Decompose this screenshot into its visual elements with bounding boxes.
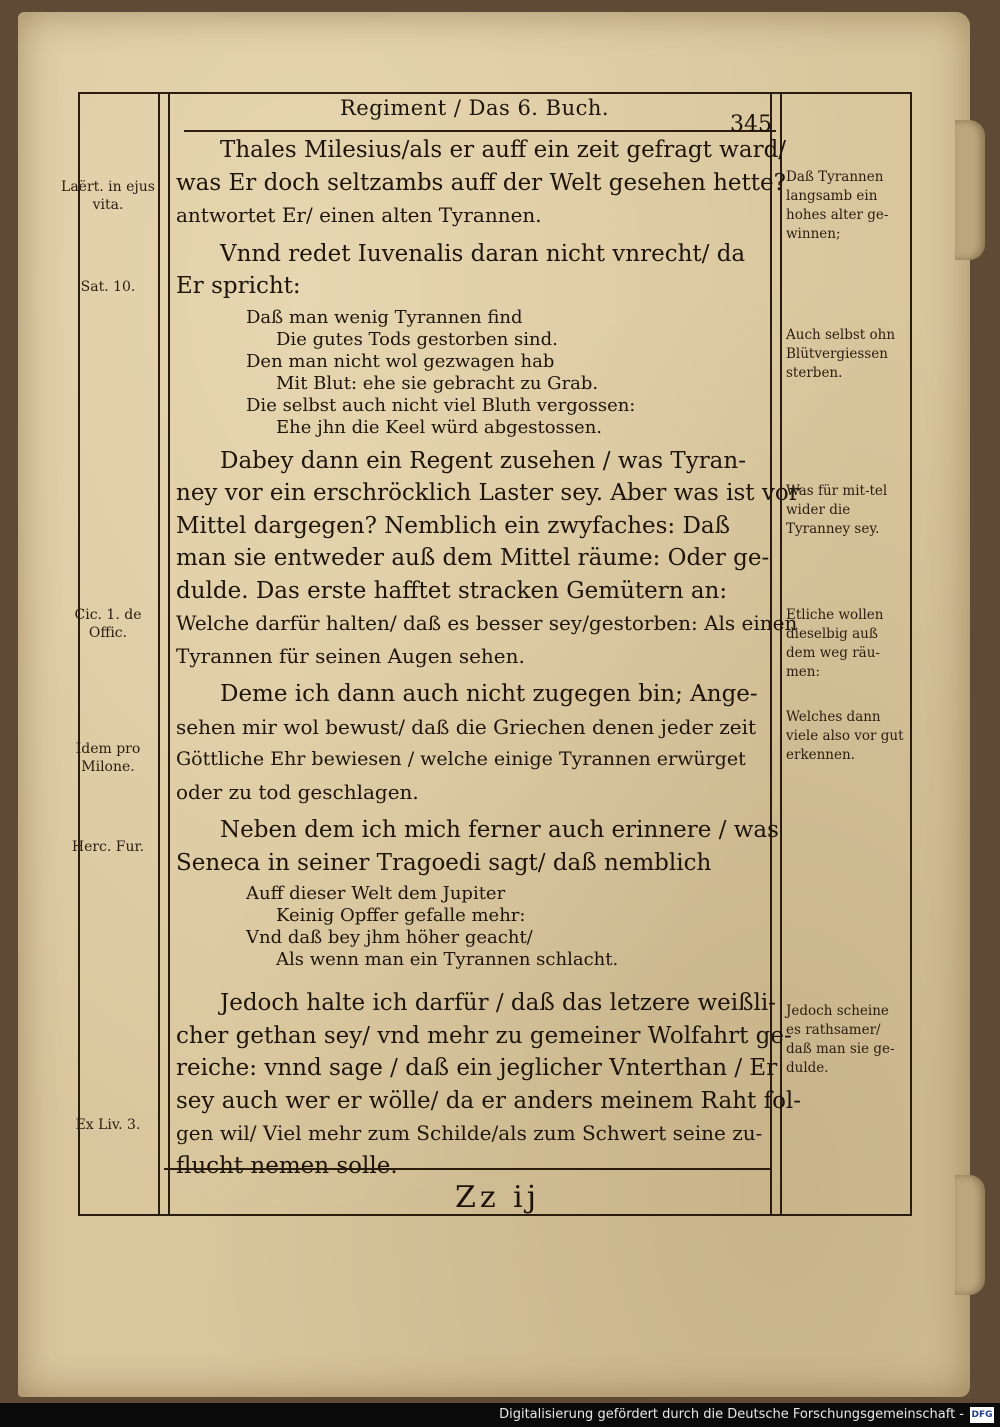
text-line: Tyrannen für seinen Augen sehen. <box>176 643 525 668</box>
page-number: 345 <box>730 112 772 137</box>
text-line: sey auch wer er wölle/ da er anders meinem Raht fol- <box>176 1087 802 1114</box>
frame-rule <box>168 92 170 1216</box>
right-marginal-note: Etliche wollen dieselbig auß dem weg räu-men: <box>786 607 884 680</box>
verse-line: Ehe jhn die Keel würd abgestossen. <box>276 416 603 438</box>
left-marginal-note: Sat. 10. <box>80 279 136 295</box>
text-line: Jedoch halte ich darfür / daß das letzere weißli- <box>220 990 776 1016</box>
text-line: Welche darfür halten/ daß es besser sey/gestorben: Als einen <box>176 611 798 635</box>
text-line: Mittel dargegen? Nemblich ein zwyfaches: Daß <box>176 512 731 539</box>
text-line: Neben dem ich mich ferner auch erinnere / was <box>220 817 779 843</box>
paragraph <box>176 678 768 808</box>
verse-quotation <box>176 883 768 971</box>
frame-rule <box>158 92 160 1216</box>
text-line: Seneca in seiner Tragoedi sagt/ daß nemblich <box>176 849 712 876</box>
verse-line: Den man nicht wol gezwagen hab <box>246 350 555 372</box>
text-line: Dabey dann ein Regent zusehen / was Tyran- <box>220 447 746 474</box>
header-rule <box>184 130 776 132</box>
text-line: Thales Milesius/als er auff ein zeit gefragt ward/ <box>220 137 787 163</box>
left-marginal-note: Laërt. in ejus vita. <box>61 179 155 213</box>
verse-line: Mit Blut: ehe sie gebracht zu Grab. <box>276 372 599 394</box>
paragraph <box>176 445 800 673</box>
paragraph <box>176 987 802 1182</box>
verse-line: Die gutes Tods gestorben sind. <box>276 328 558 350</box>
verse-line: Als wenn man ein Tyrannen schlacht. <box>276 949 619 970</box>
text-line: sehen mir wol bewust/ daß die Griechen denen jeder zeit <box>176 714 757 739</box>
right-marginal-note: Daß Tyrannen langsamb ein hohes alter ge-winnen; <box>786 169 889 242</box>
text-line: cher gethan sey/ vnd mehr zu gemeiner Wolfahrt ge- <box>176 1022 792 1049</box>
left-marginal-note: Cic. 1. de Offic. <box>74 607 142 641</box>
right-marginal-note: Welches dann viele also vor gut erkennen. <box>786 709 904 763</box>
text-line: man sie entweder auß dem Mittel räume: Oder ge- <box>176 545 770 571</box>
text-line: Er spricht: <box>176 273 301 299</box>
text-line: antwortet Er/ einen alten Tyrannen. <box>176 203 542 227</box>
main-text <box>176 134 802 1182</box>
text-line: oder zu tod geschlagen. <box>176 779 419 804</box>
verse-quotation <box>176 307 768 439</box>
left-marginal-note: Ex Liv. 3. <box>75 1117 141 1133</box>
text-line: Vnnd redet Iuvenalis daran nicht vnrecht/ da <box>220 240 746 267</box>
text-line: dulde. Das erste hafftet stracken Gemütern an: <box>176 577 728 604</box>
verse-line: Auff dieser Welt dem Jupiter <box>246 883 506 904</box>
right-marginal-note: Was für mit-tel wider die Tyranney sey. <box>786 483 888 537</box>
text-line: Deme ich dann auch nicht zugegen bin; Ange- <box>220 681 758 707</box>
right-marginal-note: Jedoch scheine es rathsamer/ daß man sie ge-dulde. <box>786 1003 895 1076</box>
paragraph <box>176 134 787 232</box>
paragraph <box>176 814 779 879</box>
text-line: gen wil/ Viel mehr zum Schilde/als zum Schwert seine zu- <box>176 1121 763 1145</box>
page-edge-tab <box>955 120 985 260</box>
paragraph <box>176 238 768 303</box>
verse-line: Keinig Opffer gefalle mehr: <box>276 905 526 926</box>
digitization-credit: Digitalisierung gefördert durch die Deutsche Forschungsgemeinschaft - <box>0 1403 1000 1427</box>
text-line: flucht nemen solle. <box>176 1152 398 1179</box>
verse-line: Vnd daß bey jhm höher geacht/ <box>246 927 533 948</box>
text-line: was Er doch seltzambs auff der Welt gesehen hette? <box>176 169 786 196</box>
left-marginal-note: Idem pro Milone. <box>75 741 141 775</box>
text-line: ney vor ein erschröcklich Laster sey. Aber was ist vor <box>176 480 800 506</box>
dfg-logo-icon[interactable]: DFG <box>970 1407 994 1423</box>
signature-mark: Zz ij <box>455 1180 541 1215</box>
verse-line: Die selbst auch nicht viel Bluth vergossen: <box>246 394 636 416</box>
page-edge-tab <box>955 1175 985 1295</box>
right-marginal-note: Auch selbst ohn Blütvergiessen sterben. <box>786 327 896 381</box>
verse-line: Daß man wenig Tyrannen find <box>246 306 523 328</box>
text-line: reiche: vnnd sage / daß ein jeglicher Vnterthan / Er <box>176 1055 778 1081</box>
running-title: Regiment / Das 6. Buch. <box>340 96 610 120</box>
text-line: Göttliche Ehr bewiesen / welche einige Tyrannen erwürget <box>176 748 746 770</box>
left-marginal-note: Herc. Fur. <box>71 839 145 855</box>
